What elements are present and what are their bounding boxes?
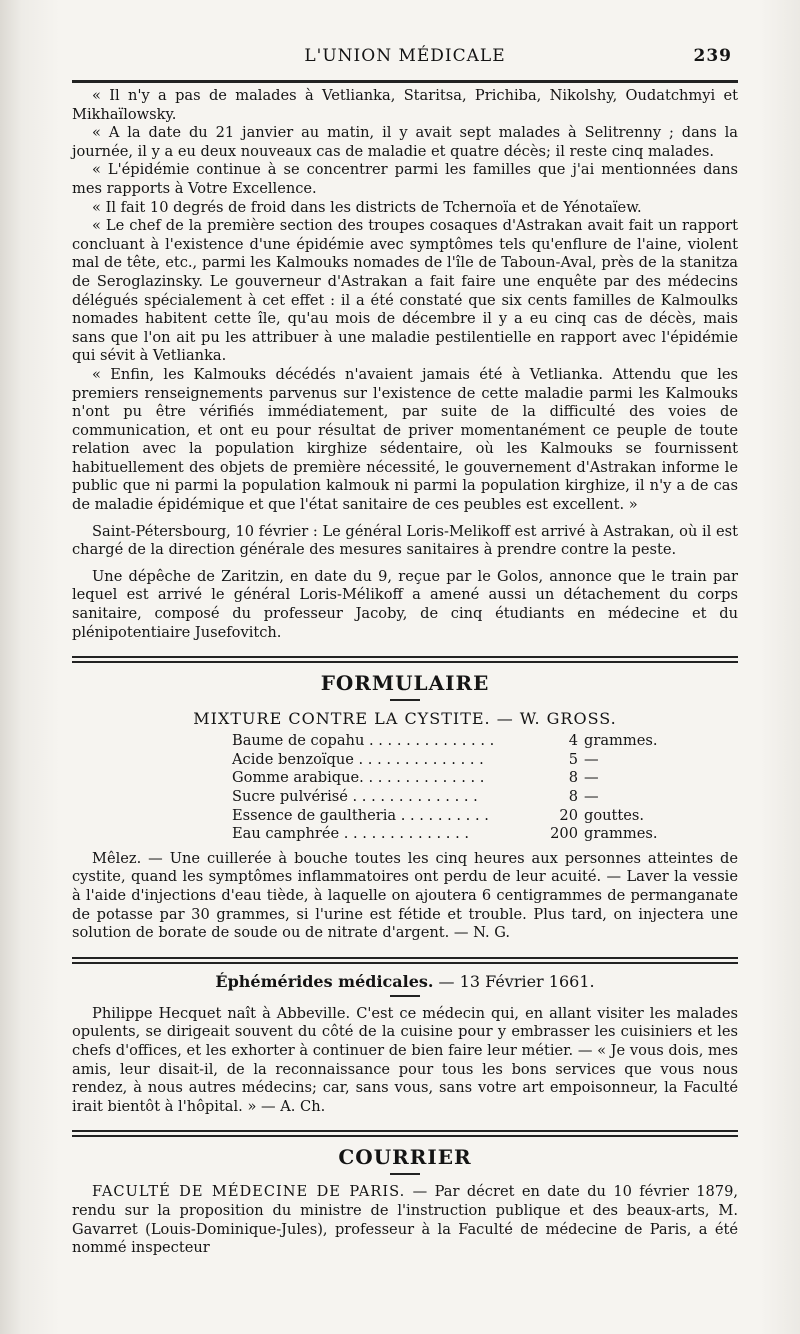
courrier-body: — Par décret en date du 10 février 1879, rendu sur la proposition du ministre de l'instruction publique et des beaux-arts, M. Gavarret (Louis-Dominique-Jules), professeur à la Faculté de médecine de Paris, a été nommé inspecteur [72,1183,738,1257]
ingredient-quantity: 20 [559,806,578,824]
ingredient-unit: gouttes. [584,806,645,824]
ingredient-quantity: 5 [568,750,578,768]
ingredient-quantity: 200 [550,825,578,843]
recipe-table [232,732,657,844]
ingredient-name: Essence de gaultheria . . . . . . . . . . [232,806,489,824]
paragraph: « L'épidémie continue à se concentrer parmi les familles que j'ai mentionnées dans mes rapports à Votre Excellence. [72,161,738,197]
paragraph: « Le chef de la première section des troupes cosaques d'Astrakan avait fait un rapport concluant à l'existence d'une épidémie avec symptômes tels qu'enflure de l'aine, violent mal de tête, etc., parmi les Kalmouks nomades de l'île de Taboun-Aval, près de la stanitza de Seroglazinsky. Le gouverneur d'Astrakan a fait faire une enquête par des médecins délégués spécialement à cet effet : il a été constaté que six cents familles de Kalmoulks nomades habitent cette île, qu'au mois de décembre il y a eu cinq cas de décès, mais sans que l'on ait pu les attribuer à une maladie pestilentielle en rapport avec l'épidémie qui sévit à Vetlianka. [72,217,738,365]
paragraph: « Enfin, les Kalmouks décédés n'avaient jamais été à Vetlianka. Attendu que les premiers renseignements parvenus sur l'existence de cette maladie parmi les Kalmouks n'ont pu être vérifiés immédiatement, par suite de la difficulté des voies de communication, et ont eu pour résultat de priver momentanément ce peuple de toute relation avec la population kirghize sédentaire, où les Kalmouks se fournissent habituellement des objets de première nécessité, le gouvernement d'Astrakan informe le public que ni parmi la population kalmouk ni parmi la population kirghize, il n'y a de cas de maladie épidémique et que l'état sanitaire de ces peubles est excellent. » [72,365,738,514]
paragraph: « Il fait 10 degrés de froid dans les districts de Tchernoïa et de Yénotaïew. [92,198,642,216]
title-rule [390,1173,420,1175]
ingredient-name: Eau camphrée . . . . . . . . . . . . . . [232,825,469,843]
recipe-title: MIXTURE CONTRE LA CYSTITE. — W. GROSS. [193,709,617,729]
ingredient-name: Baume de copahu . . . . . . . . . . . . . . [232,732,495,750]
title-rule [390,699,420,701]
recipe-row [232,732,657,751]
paragraph: « A la date du 21 janvier au matin, il y avait sept malades à Selitrenny ; dans la journée, il y a eu deux nouveaux cas de maladie et quatre décès; il reste cinq malades. [72,124,738,160]
ingredient-unit: — [584,788,599,805]
paragraph: Saint-Pétersbourg, 10 février : Le général Loris-Melikoff est arrivé à Astrakan, où il est chargé de la direction générale des mesures sanitaires à prendre contre la peste. [72,522,738,559]
ephemerides-heading: Éphémérides médicales. [215,971,434,991]
ingredient-name: Gomme arabique. . . . . . . . . . . . . . [232,769,485,787]
title-rule [390,995,420,997]
section-divider [72,1130,738,1137]
running-header [72,46,738,74]
recipe-row [232,769,657,788]
section-divider [72,656,738,663]
ingredient-unit: — [584,750,599,768]
recipe-instructions: Mêlez. — Une cuillerée à bouche toutes les cinq heures aux personnes atteintes de cystite, quand les symptômes inflammatoires ont perdu de leur acuité. — Laver la vessie à l'aide d'injections d'eau tiède, à laquelle on ajoutera 6 centigrammes de permanganate de potasse par 30 grammes, si l'urine est fétide et trouble. Plus tard, on injectera une solution de borate de soude ou de nitrate d'argent. — N. G. [72,849,738,942]
paragraph: Une dépêche de Zaritzin, en date du 9, reçue par le Golos, annonce que le train par lequel est arrivé le général Loris-Mélikoff a amené aussi un détachement du corps sanitaire, composé du professeur Jacoby, de cinq étudiants en médecine et du plénipotentiaire Jusefovitch. [72,567,738,641]
ephemerides-title [72,972,738,991]
ingredient-quantity: 8 [568,769,578,787]
formulaire-title: FORMULAIRE [320,671,490,696]
page-number: 239 [693,46,732,66]
recipe-row [232,751,657,770]
ingredient-unit: — [584,769,599,787]
journal-title: L'UNION MÉDICALE [304,46,506,66]
ingredient-unit: grammes. [584,732,658,750]
ingredient-name: Sucre pulvérisé . . . . . . . . . . . . . . [232,788,478,805]
ingredient-quantity: 8 [568,788,578,805]
courrier-title: COURRIER [338,1145,472,1170]
ingredient-quantity: 4 [568,732,578,750]
recipe-row [232,825,657,844]
ephemerides-date: — 13 Février 1661. [433,971,595,991]
header-rule [72,80,738,83]
courrier-text [72,1183,738,1257]
paragraph: « Il n'y a pas de malades à Vetlianka, Staritsa, Prichiba, Nikolshy, Oudatchmyi et Mikhaïlowsky. [72,87,738,123]
courrier-lead: FACULTÉ DE MÉDECINE DE PARIS. [92,1183,406,1201]
recipe-row [232,807,657,826]
recipe-row [232,788,657,807]
ephemerides-text: Philippe Hecquet naît à Abbeville. C'est ce médecin qui, en allant visiter les malades opulents, se dirigeait souvent du côté de la cuisine pour y embrasser les cuisiniers et les chefs d'offices, et les exhorter à continuer de bien faire leur métier. — « Je vous dois, mes amis, leur disait-il, de la reconnaissance pour tous les bons services que vous nous rendez, à nous autres médecins; car, sans vous, sans votre art empoisonneur, la Faculté irait bientôt à l'hôpital. » — A. Ch. [72,1004,738,1115]
section-divider [72,957,738,964]
ingredient-name: Acide benzoïque . . . . . . . . . . . . . . [232,750,484,768]
ingredient-unit: grammes. [584,825,658,843]
